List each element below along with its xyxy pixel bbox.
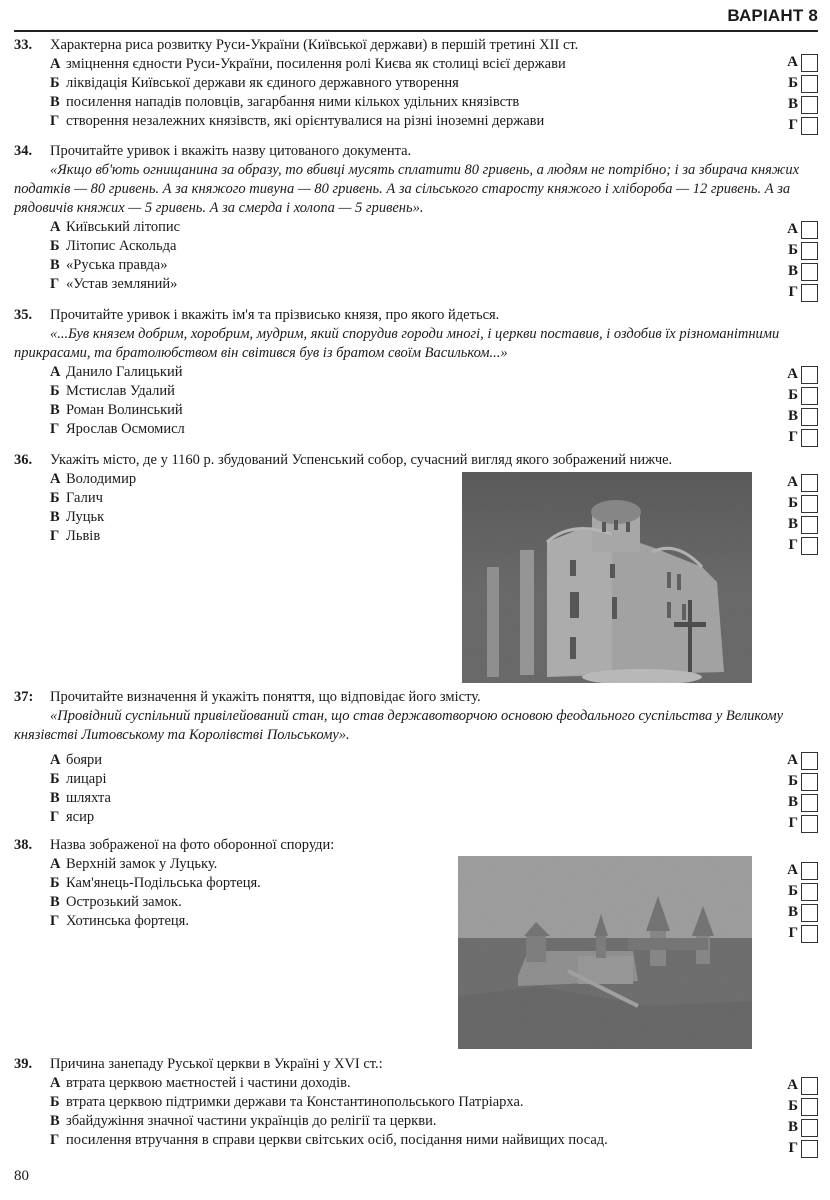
box-letter: А: [787, 366, 798, 382]
question-number: 37:: [14, 689, 34, 705]
option-text: «Руська правда»: [66, 257, 168, 273]
option-text: створення незалежних князівств, які орієнтувалися на різні іноземні держави: [66, 113, 545, 129]
option-text: посилення втручання в справи церкви світських осіб, посідання ними найвищих посад.: [66, 1132, 608, 1148]
option-a: [14, 55, 818, 74]
answer-boxes-36: [774, 472, 818, 556]
box-letter: А: [787, 1077, 798, 1093]
option-letter: А: [50, 856, 61, 872]
box-letter: В: [787, 516, 798, 532]
page-number: 80: [14, 1168, 29, 1184]
option-letter: А: [50, 1075, 61, 1091]
option-letter: Г: [50, 913, 60, 929]
option-b: [14, 237, 818, 256]
option-letter: В: [50, 94, 60, 110]
question-quote: «Провідний суспільний привілейований стан, що став державотворчою основою феодального суспільства у Великому князівстві Литовському та Королівстві Польському».: [14, 708, 784, 743]
question-quote: «Якщо вб'ють огнищанина за образу, то вбивці мусять сплатити 80 гривень, а людям не потрібно; і за збирача княжих податків — 80 гривень. А за княжого тивуна — 80 гривень. А за сільського старосту княжого і хлібороба — 12 гривень. А за рядовичів княжих — 5 гривень. А за смерда і холопа — 5 гривень».: [14, 162, 800, 216]
answer-checkbox-v[interactable]: [801, 1119, 818, 1137]
box-letter: Г: [788, 537, 798, 553]
option-letter: А: [50, 56, 61, 72]
box-letter: Б: [788, 1098, 798, 1114]
option-text: Львів: [66, 528, 101, 544]
answer-checkbox-v[interactable]: [801, 96, 818, 114]
question-number: 33.: [14, 37, 33, 53]
option-v: [14, 256, 818, 275]
box-letter: В: [787, 263, 798, 279]
option-letter: Г: [50, 113, 60, 129]
question-number: 34.: [14, 143, 33, 159]
box-letter: Г: [788, 284, 798, 300]
question-39: [14, 1055, 818, 1150]
box-letter: А: [787, 221, 798, 237]
option-v: [14, 401, 818, 420]
answer-checkbox-b[interactable]: [801, 495, 818, 513]
box-letter: В: [787, 96, 798, 112]
box-letter: А: [787, 862, 798, 878]
header-rule: [14, 30, 818, 32]
option-text: Володимир: [66, 471, 137, 487]
option-g: [14, 420, 818, 439]
answer-checkbox-g[interactable]: [801, 429, 818, 447]
box-letter: А: [787, 54, 798, 70]
option-letter: Г: [50, 421, 60, 437]
question-text: Укажіть місто, де у 1160 р. збудований Успенський собор, сучасний вигляд якого зображений нижче.: [50, 452, 673, 468]
option-b: [14, 74, 818, 93]
option-letter: Г: [50, 276, 60, 292]
option-text: шляхта: [66, 790, 111, 806]
answer-checkbox-a[interactable]: [801, 474, 818, 492]
option-g: [14, 112, 818, 131]
box-letter: Г: [788, 117, 798, 133]
answer-boxes-38: [774, 860, 818, 944]
option-v: [14, 1112, 818, 1131]
option-v: [14, 93, 818, 112]
box-letter: Б: [788, 75, 798, 91]
answer-checkbox-b[interactable]: [801, 242, 818, 260]
box-letter: В: [787, 794, 798, 810]
option-letter: Г: [50, 528, 60, 544]
question-number: 35.: [14, 307, 33, 323]
option-letter: В: [50, 894, 60, 910]
option-a: [14, 218, 818, 237]
question-33: [14, 36, 818, 131]
box-letter: Г: [788, 925, 798, 941]
option-letter: В: [50, 509, 60, 525]
option-text: Кам'янець-Подільська фортеця.: [66, 875, 261, 891]
option-b: [14, 382, 818, 401]
option-text: Острозький замок.: [66, 894, 182, 910]
question-number: 38.: [14, 837, 33, 853]
option-text: Мстислав Удалий: [66, 383, 175, 399]
answer-checkbox-g[interactable]: [801, 815, 818, 833]
box-letter: Б: [788, 242, 798, 258]
option-a: [14, 363, 818, 382]
box-letter: Г: [788, 1140, 798, 1156]
answer-checkbox-a[interactable]: [801, 221, 818, 239]
box-letter: В: [787, 1119, 798, 1135]
option-a: [14, 751, 818, 770]
option-text: втрата церквою підтримки держави та Константинопольського Патріарха.: [66, 1094, 524, 1110]
option-g: [14, 1131, 818, 1150]
question-number: 36.: [14, 452, 33, 468]
answer-checkbox-b[interactable]: [801, 387, 818, 405]
question-text: Прочитайте визначення й укажіть поняття, що відповідає його змісту.: [50, 689, 481, 705]
option-text: Київський літопис: [66, 219, 181, 235]
question-quote: «...Був князем добрим, хоробрим, мудрим, який спорудив городи многі, і церкви поставив, і оздобив їх різноманітними прикрасами, та братолюбством він світився був із братом своїм Васильком...»: [14, 326, 780, 361]
option-b: [14, 1093, 818, 1112]
answer-checkbox-g[interactable]: [801, 117, 818, 135]
option-v: [14, 789, 818, 808]
option-text: Верхній замок у Луцьку.: [66, 856, 218, 872]
answer-checkbox-a[interactable]: [801, 1077, 818, 1095]
answer-boxes-35: [774, 364, 818, 448]
answer-checkbox-g[interactable]: [801, 537, 818, 555]
option-text: зміцнення єдности Руси-України, посилення ролі Києва як столиці всієї держави: [66, 56, 566, 72]
option-letter: В: [50, 402, 60, 418]
option-text: Ярослав Осмомисл: [66, 421, 185, 437]
option-text: Луцьк: [66, 509, 105, 525]
option-b: [14, 770, 818, 789]
answer-boxes-37: [774, 750, 818, 834]
option-text: «Устав земляний»: [66, 276, 178, 292]
option-letter: Б: [50, 771, 60, 787]
answer-checkbox-b[interactable]: [801, 1098, 818, 1116]
answer-checkbox-v[interactable]: [801, 794, 818, 812]
answer-checkbox-v[interactable]: [801, 904, 818, 922]
option-letter: Б: [50, 1094, 60, 1110]
option-text: посилення нападів половців, загарбання ними кількох удільних князівств: [66, 94, 520, 110]
question-text: Характерна риса розвитку Руси-України (Київської держави) в першій третині XII ст.: [50, 37, 579, 53]
box-letter: Б: [788, 773, 798, 789]
box-letter: Б: [788, 495, 798, 511]
option-text: бояри: [66, 752, 103, 768]
option-text: збайдужіння значної частини українців до релігії та церкви.: [66, 1113, 437, 1129]
answer-checkbox-g[interactable]: [801, 925, 818, 943]
option-letter: А: [50, 471, 61, 487]
option-text: ліквідація Київської держави як єдиного державного утворення: [66, 75, 459, 91]
option-letter: А: [50, 752, 61, 768]
box-letter: Б: [788, 387, 798, 403]
box-letter: Г: [788, 815, 798, 831]
question-text: Прочитайте уривок і вкажіть ім'я та прізвисько князя, про якого йдеться.: [50, 307, 500, 323]
answer-checkbox-g[interactable]: [801, 284, 818, 302]
option-text: Данило Галицький: [66, 364, 183, 380]
option-letter: Г: [50, 809, 60, 825]
box-letter: В: [787, 904, 798, 920]
answer-checkbox-b[interactable]: [801, 773, 818, 791]
question-35: [14, 306, 818, 439]
variant-header: ВАРІАНТ 8: [727, 6, 818, 25]
option-text: Роман Волинський: [66, 402, 183, 418]
answer-checkbox-g[interactable]: [801, 1140, 818, 1158]
option-letter: А: [50, 219, 61, 235]
option-letter: Б: [50, 75, 60, 91]
option-letter: В: [50, 1113, 60, 1129]
answer-checkbox-v[interactable]: [801, 516, 818, 534]
answer-checkbox-b[interactable]: [801, 75, 818, 93]
answer-checkbox-b[interactable]: [801, 883, 818, 901]
answer-checkbox-v[interactable]: [801, 408, 818, 426]
option-g: [14, 275, 818, 294]
option-text: втрата церквою маєтностей і частини доходів.: [66, 1075, 351, 1091]
box-letter: А: [787, 752, 798, 768]
option-text: Хотинська фортеця.: [66, 913, 189, 929]
option-letter: В: [50, 257, 60, 273]
answer-boxes-33: [774, 52, 818, 136]
option-letter: Б: [50, 383, 60, 399]
option-letter: Б: [50, 875, 60, 891]
option-letter: Б: [50, 238, 60, 254]
answer-boxes-39: [774, 1075, 818, 1159]
question-text: Причина занепаду Руської церкви в Україні у XVI ст.:: [50, 1056, 383, 1072]
option-a: [14, 1074, 818, 1093]
question-number: 39.: [14, 1056, 33, 1072]
box-letter: Г: [788, 429, 798, 445]
answer-boxes-34: [774, 219, 818, 303]
box-letter: Б: [788, 883, 798, 899]
cathedral-photo: [462, 472, 752, 683]
answer-checkbox-a[interactable]: [801, 862, 818, 880]
option-letter: Б: [50, 490, 60, 506]
option-g: [14, 808, 818, 827]
option-text: ясир: [66, 809, 95, 825]
question-34: [14, 142, 818, 294]
answer-checkbox-a[interactable]: [801, 54, 818, 72]
option-letter: В: [50, 790, 60, 806]
fortress-photo: [458, 856, 752, 1049]
box-letter: В: [787, 408, 798, 424]
option-text: Літопис Аскольда: [66, 238, 177, 254]
option-text: Галич: [66, 490, 103, 506]
answer-checkbox-a[interactable]: [801, 752, 818, 770]
question-37: [14, 688, 818, 827]
answer-checkbox-v[interactable]: [801, 263, 818, 281]
option-letter: Г: [50, 1132, 60, 1148]
option-letter: А: [50, 364, 61, 380]
answer-checkbox-a[interactable]: [801, 366, 818, 384]
box-letter: А: [787, 474, 798, 490]
question-text: Прочитайте уривок і вкажіть назву цитованого документа.: [50, 143, 412, 159]
option-text: лицарі: [66, 771, 107, 787]
question-text: Назва зображеної на фото оборонної споруди:: [50, 837, 335, 853]
